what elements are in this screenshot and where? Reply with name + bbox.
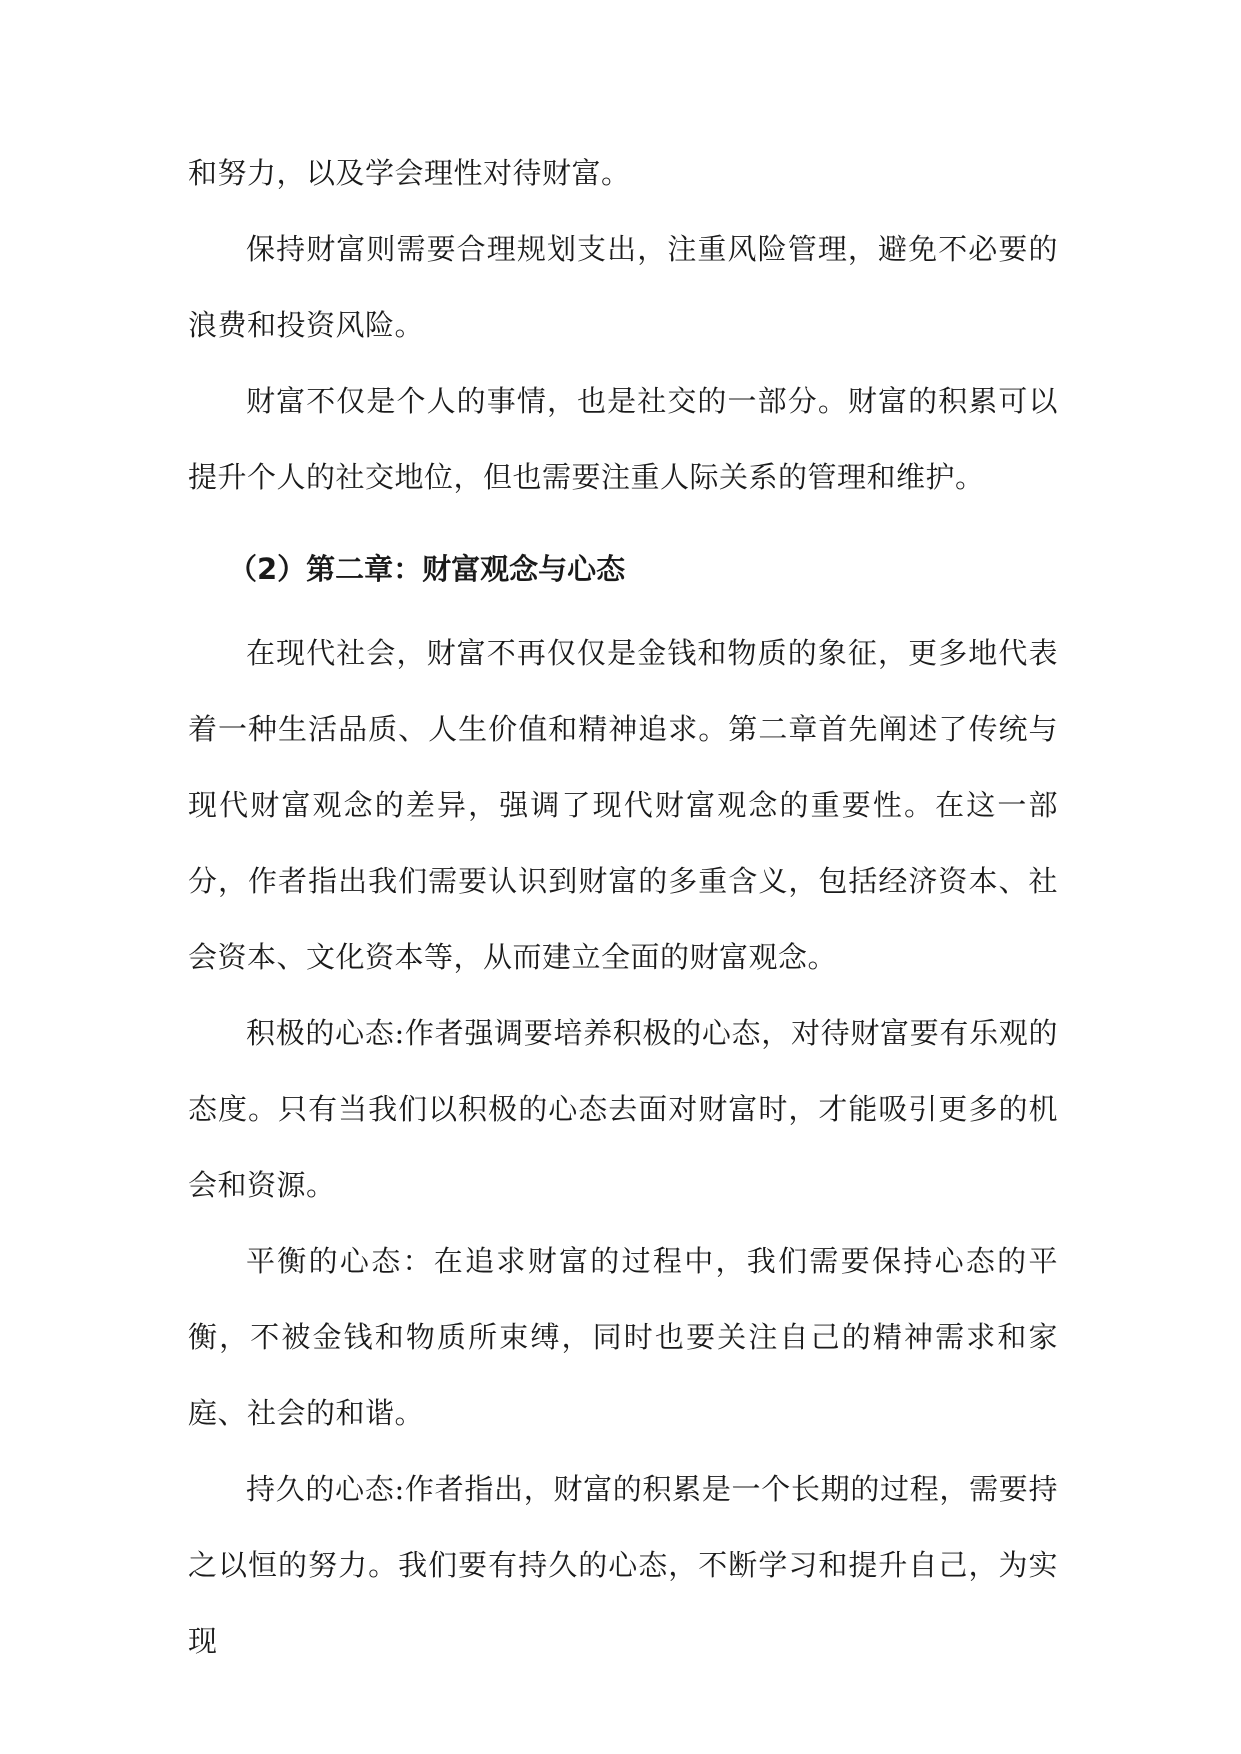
paragraph-wealth-social: 财富不仅是个人的事情，也是社交的一部分。财富的积累可以提升个人的社交地位，但也需要注重人际关系的管理和维护。 — [188, 384, 1058, 494]
paragraph-positive-mindset: 积极的心态:作者强调要培养积极的心态，对待财富要有乐观的态度。只有当我们以积极的心态去面对财富时，才能吸引更多的机会和资源。 — [188, 1016, 1058, 1202]
paragraph-modern-wealth: 在现代社会，财富不再仅仅是金钱和物质的象征，更多地代表着一种生活品质、人生价值和精神追求。第二章首先阐述了传统与现代财富观念的差异，强调了现代财富观念的重要性。在这一部分，作者指出我们需要认识到财富的多重含义，包括经济资本、社会资本、文化资本等，从而建立全面的财富观念。 — [188, 636, 1058, 974]
chapter-heading: （2）第二章：财富观念与心态 — [228, 552, 626, 586]
paragraph-persistent-mindset: 持久的心态:作者指出，财富的积累是一个长期的过程，需要持之以恒的努力。我们要有持久的心态，不断学习和提升自己，为实现 — [188, 1472, 1058, 1658]
document-body — [188, 135, 1058, 1679]
paragraph-continuation: 和努力，以及学会理性对待财富。 — [188, 156, 631, 190]
paragraph-balanced-mindset: 平衡的心态：在追求财富的过程中，我们需要保持心态的平衡，不被金钱和物质所束缚，同时也要关注自己的精神需求和家庭、社会的和谐。 — [188, 1244, 1058, 1430]
paragraph-wealth-preservation: 保持财富则需要合理规划支出，注重风险管理，避免不必要的浪费和投资风险。 — [188, 232, 1058, 342]
